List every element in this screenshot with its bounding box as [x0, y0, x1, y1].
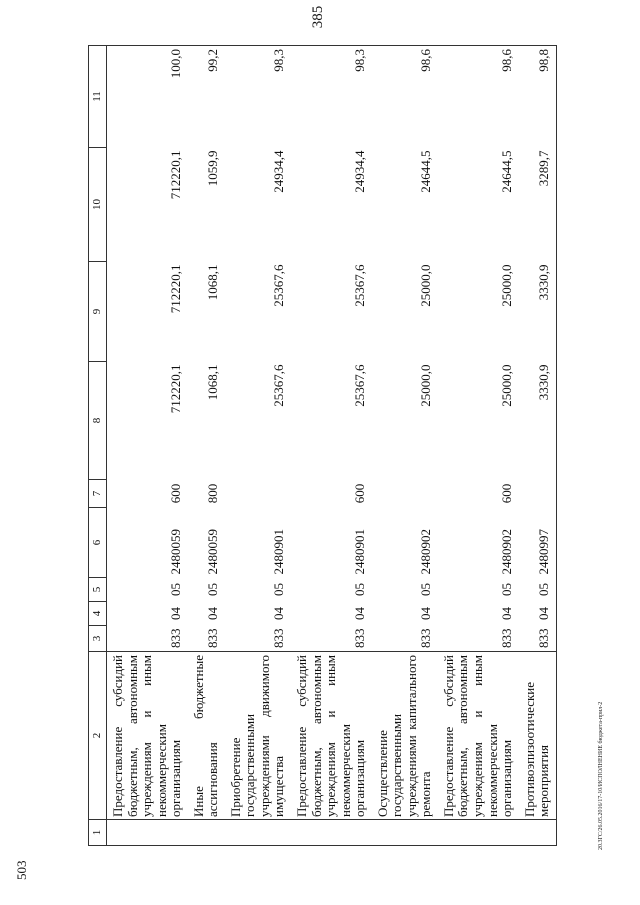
cell-c8: 3330,9 [519, 362, 557, 480]
cell-c3: 833 [499, 628, 515, 648]
cell-c9: 25000,0 [499, 264, 515, 307]
cell-c8: 1068,1 [205, 364, 221, 401]
cell-c4: 04 [418, 607, 434, 620]
row-number-cell [438, 820, 519, 846]
cell-c4: 04 [519, 602, 557, 626]
cell-c7 [225, 480, 291, 508]
row-number-cell [225, 820, 291, 846]
table-row [291, 46, 372, 846]
row-description: Предоставление субсидий бюджетным, автономным учреждениям и иным некоммерческим организациям [291, 652, 372, 820]
cell-c7: 600 [168, 483, 184, 504]
page-number: 385 [310, 5, 326, 29]
table-row [372, 46, 438, 846]
cell-c5: 05 [499, 583, 515, 596]
cell-c3: 833 [352, 628, 368, 648]
cell-c5: 05 [271, 583, 287, 596]
cell-c3: 833 [168, 628, 184, 648]
cell-c5: 05 [352, 583, 368, 596]
cell-c10: 24644,5 [418, 150, 434, 193]
cell-c11: 98,3 [225, 46, 291, 148]
cell-c10: 3289,7 [519, 148, 557, 262]
cell-c10: 24934,4 [271, 150, 287, 193]
col-header-7: 7 [89, 480, 107, 508]
col-header-9: 9 [89, 262, 107, 362]
table-body [107, 46, 557, 846]
cell-c4: 04 [168, 607, 184, 620]
table-row [188, 46, 225, 846]
col-header-3: 3 [89, 626, 107, 652]
cell-c6: 2480902 [499, 529, 515, 575]
cell-c5: 05 [418, 583, 434, 596]
cell-c8: 25000,0 [499, 364, 515, 407]
cell-c9: 1068,1 [205, 264, 221, 301]
col-header-11: 11 [89, 46, 107, 148]
cell-c11: 98,6 [372, 46, 438, 148]
row-number-cell [188, 820, 225, 846]
table-row [519, 46, 557, 846]
col-header-8: 8 [89, 362, 107, 480]
row-description: Осуществление государственными учреждениями капитального ремонта [372, 652, 438, 820]
col-header-6: 6 [89, 508, 107, 578]
col-header-10: 10 [89, 148, 107, 262]
cell-c3: 833 [418, 628, 434, 648]
cell-c10: 712220,1 [168, 150, 184, 200]
cell-c4: 04 [205, 607, 221, 620]
cell-c11: 100,0 [107, 46, 188, 148]
cell-c9: 712220,1 [168, 264, 184, 314]
sheet-number: 503 [14, 860, 29, 880]
cell-c8: 25367,6 [352, 364, 368, 407]
footer-reference: 20.3ГС/26.05.2016/17-10/ИСПОЛНЕНИЕ бюджета-прил-2 [598, 701, 604, 850]
cell-c8: 25367,6 [271, 364, 287, 407]
cell-c10: 1059,9 [205, 150, 221, 187]
col-header-5: 5 [89, 578, 107, 602]
column-number-row [89, 46, 107, 846]
cell-c6: 2480902 [418, 529, 434, 575]
cell-c3: 833 [271, 628, 287, 648]
cell-c7: 800 [205, 483, 221, 504]
row-description: Иные бюджетные ассигнования [188, 652, 225, 820]
cell-c8: 25000,0 [418, 364, 434, 407]
col-header-1: 1 [89, 820, 107, 846]
cell-c8: 712220,1 [168, 364, 184, 414]
table-row [225, 46, 291, 846]
cell-c9: 25000,0 [418, 264, 434, 307]
row-number-cell [291, 820, 372, 846]
cell-c6: 2480997 [519, 508, 557, 578]
col-header-2: 2 [89, 652, 107, 820]
row-description: Противоэпизоотические мероприятия [519, 652, 557, 820]
cell-c10: 24934,4 [352, 150, 368, 193]
row-description: Приобретение государственными учреждениями движимого имущества [225, 652, 291, 820]
cell-c7: 600 [352, 483, 368, 504]
cell-c7 [519, 480, 557, 508]
cell-c11: 99,2 [188, 46, 225, 148]
cell-c5: 05 [205, 583, 221, 596]
cell-c4: 04 [271, 607, 287, 620]
cell-c9: 25367,6 [271, 264, 287, 307]
cell-c7 [372, 480, 438, 508]
cell-c11: 98,3 [291, 46, 372, 148]
table-row [438, 46, 519, 846]
cell-c6: 2480059 [168, 529, 184, 575]
table-row [107, 46, 188, 846]
budget-execution-table [88, 45, 557, 846]
cell-c11: 98,6 [438, 46, 519, 148]
cell-c3: 833 [519, 626, 557, 652]
cell-c6: 2480901 [271, 529, 287, 575]
row-description: Предоставление субсидий бюджетным, автономным учреждениям и иным некоммерческим организациям [107, 652, 188, 820]
cell-c5: 05 [519, 578, 557, 602]
cell-c7: 600 [499, 483, 515, 504]
cell-c9: 3330,9 [519, 262, 557, 362]
cell-c3: 833 [205, 628, 221, 648]
cell-c6: 2480059 [205, 529, 221, 575]
row-number-cell [519, 820, 557, 846]
budget-table-rotated [88, 46, 613, 846]
cell-c4: 04 [352, 607, 368, 620]
cell-c11: 98,8 [519, 46, 557, 148]
cell-c5: 05 [168, 583, 184, 596]
cell-c9: 25367,6 [352, 264, 368, 307]
cell-c10: 24644,5 [499, 150, 515, 193]
cell-c6: 2480901 [352, 529, 368, 575]
row-description: Предоставление субсидий бюджетным, автономным учреждениям и иным некоммерческим организациям [438, 652, 519, 820]
row-number-cell [107, 820, 188, 846]
cell-c4: 04 [499, 607, 515, 620]
row-number-cell [372, 820, 438, 846]
col-header-4: 4 [89, 602, 107, 626]
